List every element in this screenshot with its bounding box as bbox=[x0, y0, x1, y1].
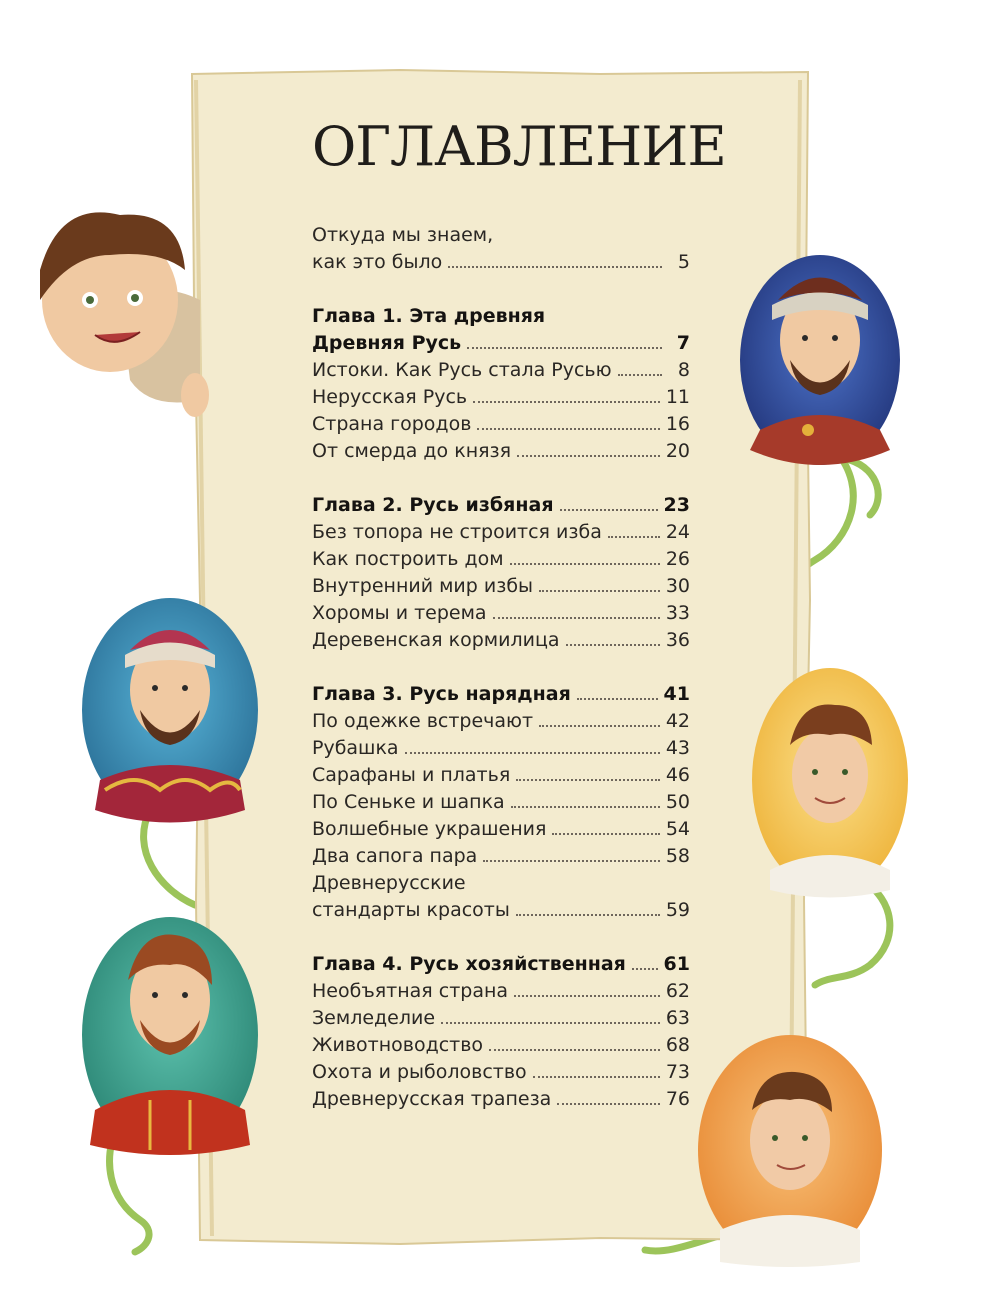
toc-entry-page: 24 bbox=[665, 521, 690, 543]
toc-leader-dots bbox=[483, 859, 660, 862]
toc-leader-dots bbox=[473, 400, 660, 403]
toc-entry bbox=[312, 843, 690, 870]
toc-leader-dots bbox=[566, 643, 660, 646]
toc-leader-dots bbox=[511, 805, 660, 808]
toc-leader-dots bbox=[632, 967, 658, 970]
toc-leader-dots bbox=[514, 994, 660, 997]
toc-entry-page: 68 bbox=[665, 1034, 690, 1056]
toc-entry-label: Глава 1. Эта древняя bbox=[312, 305, 546, 327]
toc-entry-label: Животноводство bbox=[312, 1034, 484, 1056]
toc-entry-page: 30 bbox=[665, 575, 690, 597]
toc-entry bbox=[312, 1059, 690, 1086]
toc-entry bbox=[312, 411, 690, 438]
toc-entry-label: Необъятная страна bbox=[312, 980, 509, 1002]
toc-entry bbox=[312, 600, 690, 627]
toc-entry-page: 36 bbox=[665, 629, 690, 651]
toc-entry bbox=[312, 789, 690, 816]
toc-entry bbox=[312, 870, 690, 897]
toc-leader-dots bbox=[448, 265, 662, 268]
toc-entry-page: 63 bbox=[665, 1007, 690, 1029]
toc-leader-dots bbox=[539, 724, 660, 727]
toc-entry-label: Внутренний мир избы bbox=[312, 575, 534, 597]
toc-leader-dots bbox=[577, 697, 658, 700]
toc-entry-page: 46 bbox=[665, 764, 690, 786]
toc-entry bbox=[312, 249, 690, 276]
toc-entry-label: Рубашка bbox=[312, 737, 399, 759]
toc-entry bbox=[312, 708, 690, 735]
toc-leader-dots bbox=[441, 1021, 660, 1024]
toc-entry bbox=[312, 1005, 690, 1032]
toc-entry-page: 41 bbox=[663, 683, 690, 705]
toc-entry bbox=[312, 978, 690, 1005]
toc-entry-page: 7 bbox=[676, 332, 690, 354]
toc-leader-dots bbox=[560, 508, 658, 511]
toc-leader-dots bbox=[608, 535, 660, 538]
toc-leader-dots bbox=[477, 427, 659, 430]
portrait-bearded-man-fur-hat bbox=[740, 255, 900, 465]
toc-entry bbox=[312, 897, 690, 924]
toc-entry bbox=[312, 330, 690, 357]
toc-entry bbox=[312, 303, 690, 330]
toc-entry-label: Истоки. Как Русь стала Русью bbox=[312, 359, 612, 381]
toc-entry-page: 50 bbox=[665, 791, 690, 813]
toc-leader-dots bbox=[517, 454, 660, 457]
toc-entry-label: От смерда до князя bbox=[312, 440, 512, 462]
toc-leader-dots bbox=[493, 616, 660, 619]
toc-entry-label: Два сапога пара bbox=[312, 845, 478, 867]
portrait-bearded-man-red-hat bbox=[82, 598, 258, 823]
toc-entry bbox=[312, 1032, 690, 1059]
toc-entry-label: стандарты красоты bbox=[312, 899, 510, 921]
toc-entry-label: Охота и рыболовство bbox=[312, 1061, 527, 1083]
toc-entry bbox=[312, 438, 690, 465]
toc-entry-page: 73 bbox=[665, 1061, 690, 1083]
toc-entry-label: Земледелие bbox=[312, 1007, 436, 1029]
toc-leader-dots bbox=[516, 913, 660, 916]
toc-entry bbox=[312, 357, 690, 384]
toc-entry-label: Откуда мы знаем, bbox=[312, 224, 494, 246]
table-of-contents bbox=[312, 0, 726, 1307]
toc-entry-page: 58 bbox=[665, 845, 690, 867]
toc-entry-label: как это было bbox=[312, 251, 443, 273]
toc-entry bbox=[312, 573, 690, 600]
toc-leader-dots bbox=[467, 346, 662, 349]
toc-leader-dots bbox=[405, 751, 660, 754]
toc-leader-dots bbox=[516, 778, 660, 781]
toc-entry bbox=[312, 1086, 690, 1113]
toc-entry-page: 62 bbox=[665, 980, 690, 1002]
toc-entry-page: 54 bbox=[665, 818, 690, 840]
toc-entry-label: Волшебные украшения bbox=[312, 818, 547, 840]
toc-entry-page: 8 bbox=[677, 359, 690, 381]
toc-entry-page: 61 bbox=[663, 953, 690, 975]
toc-entry-page: 43 bbox=[665, 737, 690, 759]
toc-entry-label: Древнерусские bbox=[312, 872, 466, 894]
toc-leader-dots bbox=[539, 589, 660, 592]
toc-entry bbox=[312, 492, 690, 519]
toc-entry-label: Хоромы и терема bbox=[312, 602, 487, 624]
toc-entry-label: Как построить дом bbox=[312, 548, 504, 570]
toc-entry-label: Без топора не строится изба bbox=[312, 521, 602, 543]
toc-leader-dots bbox=[533, 1075, 660, 1078]
toc-entry bbox=[312, 384, 690, 411]
toc-entry-page: 26 bbox=[665, 548, 690, 570]
toc-entry-page: 42 bbox=[665, 710, 690, 732]
toc-entry bbox=[312, 681, 690, 708]
toc-entry-label: Деревенская кормилица bbox=[312, 629, 560, 651]
toc-entry-label: Глава 2. Русь избяная bbox=[312, 494, 554, 516]
toc-entry bbox=[312, 546, 690, 573]
toc-leader-dots bbox=[552, 832, 659, 835]
toc-entry-page: 5 bbox=[677, 251, 690, 273]
toc-entry-page: 11 bbox=[665, 386, 690, 408]
portrait-bearded-man-red-shirt bbox=[82, 917, 258, 1155]
toc-entry-page: 76 bbox=[665, 1088, 690, 1110]
portrait-young-man-white-shirt bbox=[698, 1035, 882, 1267]
toc-entry bbox=[312, 222, 690, 249]
toc-entry bbox=[312, 762, 690, 789]
toc-entry-label: Глава 4. Русь хозяйственная bbox=[312, 953, 626, 975]
toc-entry bbox=[312, 519, 690, 546]
toc-leader-dots bbox=[489, 1048, 660, 1051]
toc-entry-page: 33 bbox=[665, 602, 690, 624]
toc-entry bbox=[312, 816, 690, 843]
toc-entry-label: Нерусская Русь bbox=[312, 386, 468, 408]
toc-entry-page: 23 bbox=[663, 494, 690, 516]
toc-leader-dots bbox=[557, 1102, 659, 1105]
toc-entry-label: Древнерусская трапеза bbox=[312, 1088, 552, 1110]
toc-entry-label: Глава 3. Русь нарядная bbox=[312, 683, 571, 705]
toc-entry-label: Сарафаны и платья bbox=[312, 764, 511, 786]
toc-entry-page: 59 bbox=[665, 899, 690, 921]
toc-entry bbox=[312, 627, 690, 654]
toc-leader-dots bbox=[510, 562, 660, 565]
toc-entry bbox=[312, 735, 690, 762]
toc-entry-label: Древняя Русь bbox=[312, 332, 462, 354]
toc-entry-label: По Сеньке и шапка bbox=[312, 791, 505, 813]
toc-leader-dots bbox=[618, 373, 662, 376]
toc-entry bbox=[312, 951, 690, 978]
toc-entry-page: 16 bbox=[665, 413, 690, 435]
toc-entry-page: 20 bbox=[665, 440, 690, 462]
page-title: ОГЛАВЛЕНИЕ bbox=[312, 115, 726, 178]
toc-entry-label: Страна городов bbox=[312, 413, 472, 435]
boy-peeking-illustration bbox=[40, 212, 209, 417]
toc-entry-label: По одежке встречают bbox=[312, 710, 534, 732]
